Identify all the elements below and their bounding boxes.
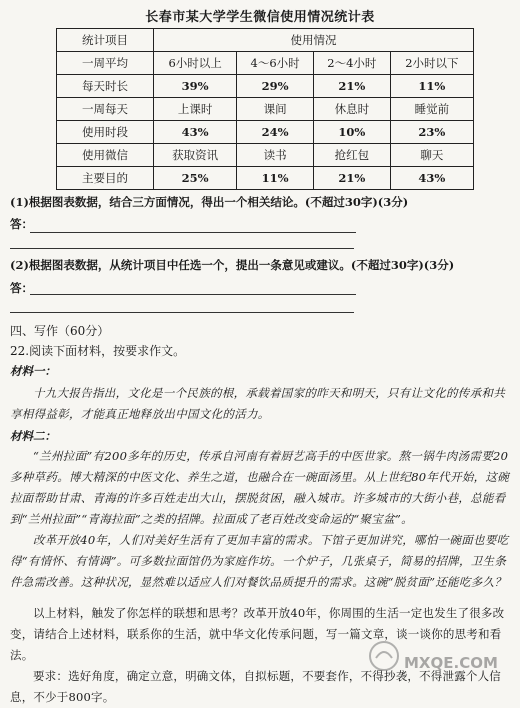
watermark-text: MXQE.COM — [404, 654, 498, 672]
material-2-text — [10, 446, 510, 593]
task-heading: 22.阅读下面材料，按要求作文。 — [10, 344, 186, 358]
table-cell: 上课时 — [154, 98, 237, 121]
paragraph: 改革开放40年，人们对美好生活有了更加丰富的需求。下馆子更加讲究，哪怕一碗面也要吃得“有情怀、有情调”。可多数拉面馆仍为家庭作坊。一个炉子，几张桌子，简易的招牌，卫生条件急需改善。这种状况，显然难以适应人们对餐饮品质提升的需求。这碗“脱贫面”还能吃多久？ — [10, 533, 509, 589]
table-cell: 聊天 — [390, 144, 473, 167]
row-label: 一周平均 — [57, 52, 154, 75]
material-1-label: 材料一： — [10, 364, 56, 378]
section-heading: 四、写作（60分） — [10, 324, 110, 338]
table-cell: 21% — [313, 75, 390, 98]
question-1: (1)根据图表数据，结合三方面情况，得出一个相关结论。(不超过30字)(3分) — [10, 195, 409, 209]
table-cell: 睡觉前 — [390, 98, 473, 121]
table-row — [57, 52, 474, 75]
question-2: (2)根据图表数据，从统计项目中任选一个，提出一条意见或建议。(不超过30字)(3分) — [10, 258, 455, 272]
paragraph: 要求：选好角度，确定立意，明确文体，自拟标题，不要套作，不得抄袭，不得泄露个人信息，不少于800字。 — [10, 669, 501, 704]
answer-line[interactable] — [10, 312, 354, 313]
answer-label-2: 答： — [10, 281, 33, 295]
table-cell: 2小时以下 — [390, 52, 473, 75]
table-cell: 抢红包 — [313, 144, 390, 167]
table-header-row — [57, 29, 474, 52]
table-cell: 读书 — [237, 144, 314, 167]
table-row — [57, 121, 474, 144]
table-row — [57, 144, 474, 167]
stats-table — [56, 28, 474, 190]
row-label: 每天时长 — [57, 75, 154, 98]
table-cell: 21% — [313, 167, 390, 190]
answer-line[interactable] — [30, 294, 356, 295]
table-cell: 29% — [237, 75, 314, 98]
answer-line[interactable] — [10, 248, 354, 249]
table-cell: 43% — [390, 167, 473, 190]
table-cell: 39% — [154, 75, 237, 98]
row-label: 使用时段 — [57, 121, 154, 144]
table-cell: 23% — [390, 121, 473, 144]
table-cell: 获取资讯 — [154, 144, 237, 167]
row-label: 主要目的 — [57, 167, 154, 190]
table-row — [57, 75, 474, 98]
answer-line[interactable] — [30, 232, 356, 233]
row-label: 一周每天 — [57, 98, 154, 121]
table-cell: 6小时以上 — [154, 52, 237, 75]
table-cell: 课间 — [237, 98, 314, 121]
table-cell: 11% — [390, 75, 473, 98]
table-row — [57, 167, 474, 190]
table-cell: 2～4小时 — [313, 52, 390, 75]
paragraph: “兰州拉面”有200多年的历史，传承自河南有着厨艺高手的中医世家。熬一锅牛肉汤需要20多种草药。博大精深的中医文化、养生之道，也融合在一碗面汤里。从上世纪80年代开始，这碗拉面帮助甘肃、青海的许多百姓走出大山，摆脱贫困，融入城市。许多城市的大街小巷，总能看到“兰州拉面”“青海拉面”之类的招牌。拉面成了老百姓改变命运的“聚宝盆”。 — [10, 449, 510, 526]
paragraph: 十九大报告指出，文化是一个民族的根，承载着国家的昨天和明天，只有让文化的传承和共享相得益彰，才能真正地释放出中国文化的活力。 — [10, 386, 505, 421]
material-2-label: 材料二： — [10, 429, 56, 443]
table-cell: 25% — [154, 167, 237, 190]
table-row — [57, 98, 474, 121]
header-usage: 使用情况 — [154, 29, 474, 52]
answer-label-1: 答： — [10, 217, 33, 231]
header-item: 统计项目 — [57, 29, 154, 52]
table-title: 长春市某大学学生微信使用情况统计表 — [145, 10, 375, 25]
table-cell: 休息时 — [313, 98, 390, 121]
row-label: 使用微信 — [57, 144, 154, 167]
table-cell: 4～6小时 — [237, 52, 314, 75]
table-cell: 24% — [237, 121, 314, 144]
material-1-text — [10, 383, 510, 425]
table-cell: 11% — [237, 167, 314, 190]
paragraph: 以上材料，触发了你怎样的联想和思考？改革开放40年，你周围的生活一定也发生了很多改变，请结合上述材料，联系你的生活，就中华文化传承问题，写一篇文章，谈一谈你的思考和看法。 — [10, 606, 505, 662]
watermark-logo — [366, 638, 516, 680]
table-cell: 10% — [313, 121, 390, 144]
table-cell: 43% — [154, 121, 237, 144]
